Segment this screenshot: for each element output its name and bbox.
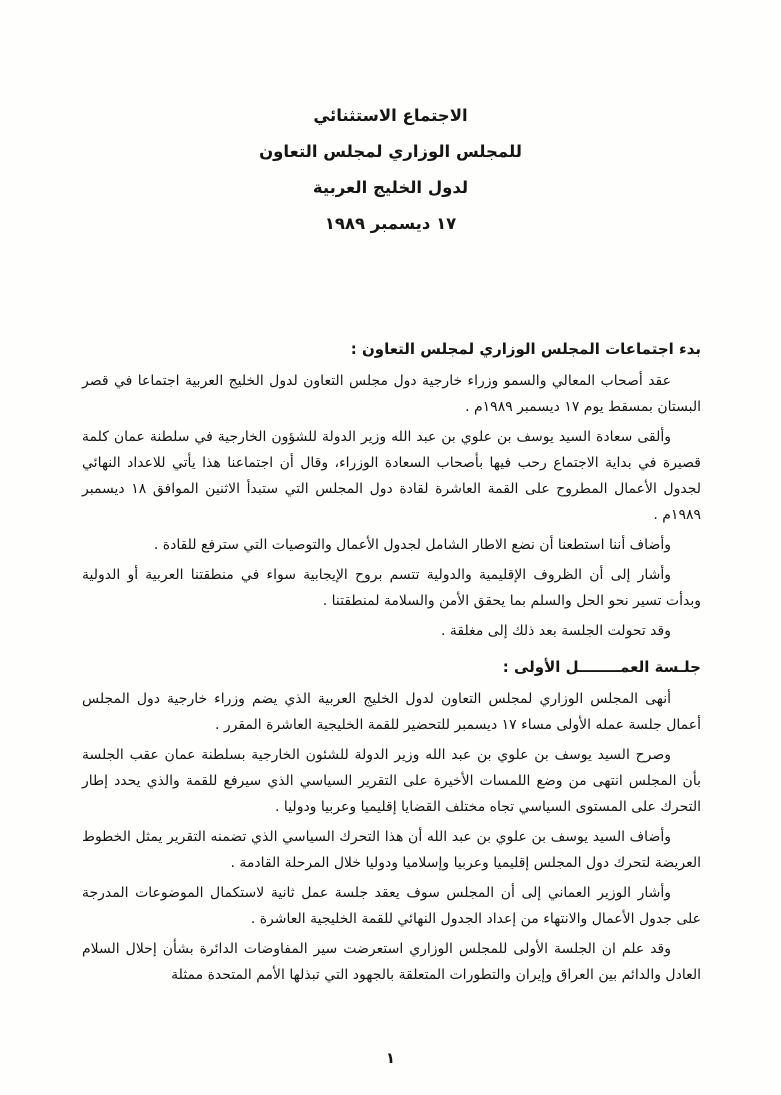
section-heading-first-session: جلـسة العمــــــــل الأولى :: [502, 658, 701, 676]
paragraph: وصرح السيد يوسف بن علوي بن عبد الله وزير الدولة للشئون الخارجية بسلطنة عمان عقب الجلسة بأن المجلس انتهى من وضع اللمسات الأخيرة على التقرير السياسي الذي سيرفع للقمة والذي يحدد إطار التحرك على المستوى السياسي تجاه مختلف القضايا إقليميا وعربيا ودوليا .: [82, 747, 701, 815]
paragraph: وأضاف السيد يوسف بن علوي بن عبد الله أن هذا التحرك السياسي الذي تضمنه التقرير يمثل الخطوط العريضة لتحرك دول المجلس إقليميا وعربيا وإسلاميا ودوليا خلال المرحلة القادمة .: [82, 829, 701, 871]
paragraph: وأشار إلى أن الظروف الإقليمية والدولية تتسم بروح الإيجابية سواء في منطقتنا العربية أو الدولية وبدأت تسير نحو الحل والسلم بما يحقق الأمن والسلامة لمنطقتنا .: [82, 567, 701, 609]
section-heading-opening: بدء اجتماعات المجلس الوزاري لمجلس التعاون :: [350, 340, 701, 358]
document-title-block: [0, 0, 781, 242]
paragraph: وأشار الوزير العماني إلى أن المجلس سوف يعقد جلسة عمل ثانية لاستكمال الموضوعات المدرجة على جدول الأعمال والانتهاء من إعداد الجدول النهائي للقمة الخليجية العاشرة .: [82, 885, 701, 927]
title-line-3: لدول الخليج العربية: [312, 178, 469, 197]
paragraph: عقد أصحاب المعالي والسمو وزراء خارجية دول مجلس التعاون لدول الخليج العربية اجتماعا في قصر البستان بمسقط يوم ١٧ ديسمبر ١٩٨٩م .: [82, 373, 701, 415]
document-body: [0, 336, 781, 988]
title-line-4-date: ١٧ ديسمبر ١٩٨٩: [324, 214, 457, 233]
title-line-1: الاجتماع الاستثنائي: [313, 106, 468, 125]
title-line-2: للمجلس الوزاري لمجلس التعاون: [259, 142, 522, 161]
page-number: ١: [385, 1049, 396, 1067]
paragraph: وقد علم ان الجلسة الأولى للمجلس الوزاري استعرضت سير المفاوضات الدائرة بشأن إحلال السلام العادل والدائم بين العراق وإيران والتطورات المتعلقة بالجهود التي تبذلها الأمم المتحدة ممثلة: [82, 941, 701, 983]
paragraph: وألقى سعادة السيد يوسف بن علوي بن عبد الله وزير الدولة للشؤون الخارجية في سلطنة عمان كلمة قصيرة في بداية الاجتماع رحب فيها بأصحاب السعادة الوزراء، وقال أن اجتماعنا هذا يأتي للاعداد النهائي لجدول الأعمال المطروح على القمة العاشرة لقادة دول المجلس التي ستبدأ الاثنين الموافق ١٨ ديسمبر ١٩٨٩م .: [82, 429, 701, 523]
paragraph: وقد تحولت الجلسة بعد ذلك إلى مغلقة .: [440, 623, 671, 639]
paragraph: وأضاف أننا استطعنا أن نضع الاطار الشامل لجدول الأعمال والتوصيات التي سترفع للقادة .: [153, 537, 671, 553]
paragraph: أنهى المجلس الوزاري لمجلس التعاون لدول الخليج العربية الذي يضم وزراء خارجية دول المجلس أعمال جلسة عمله الأولى مساء ١٧ ديسمبر للتحضير للقمة الخليجية العاشرة المقرر .: [82, 691, 701, 733]
